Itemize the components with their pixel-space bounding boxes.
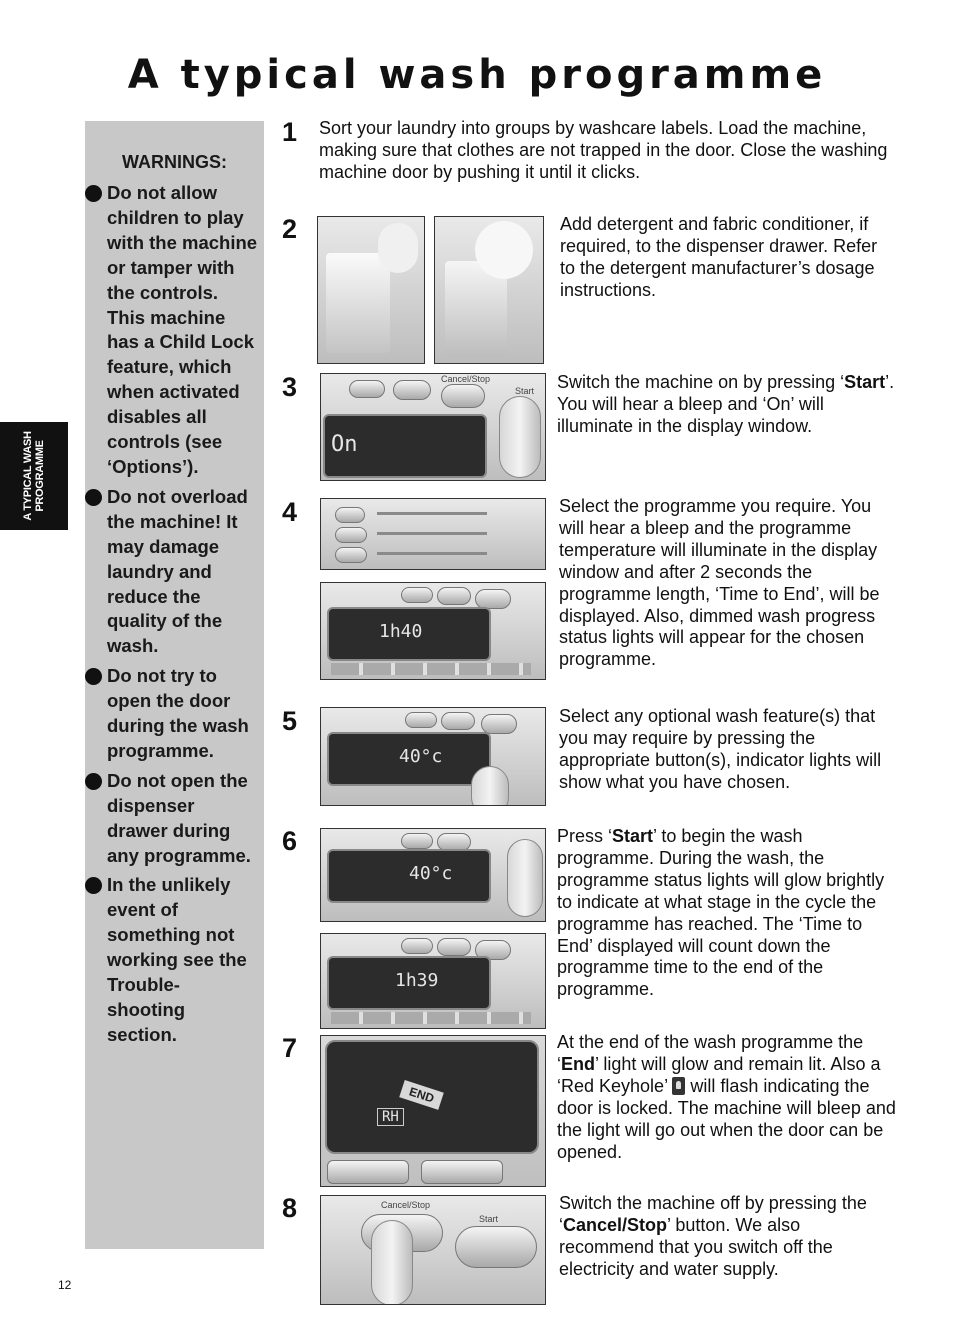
side-tab-label: A TYPICAL WASH PROGRAMME xyxy=(22,431,46,521)
warning-item: In the unlikely event of something not working see the Trouble-shooting section. xyxy=(85,873,264,1047)
warning-item: Do not open the dispenser drawer during any programme. xyxy=(85,769,264,869)
bullet-icon xyxy=(85,668,102,685)
step-5-number: 5 xyxy=(282,706,298,736)
warnings-heading: WARNINGS: xyxy=(122,152,227,172)
step-1-number: 1 xyxy=(282,117,298,147)
step-3-text: Switch the machine on by pressing ‘Start’. You will hear a bleep and ‘On’ will illuminate in the display window. xyxy=(557,372,895,436)
bullet-icon xyxy=(85,489,102,506)
step-8-text: Switch the machine off by pressing the ‘Cancel/Stop’ button. We also recommend that you switch off the electricity and water supply. xyxy=(559,1193,867,1279)
step-4-text: Select the programme you require. You will hear a bleep and the programme temperature will illuminate in the display window and after 2 seconds the programme length, ‘Time to End’, will be displayed. Also, dimmed wash progress status lights will appear for the chosen programme. xyxy=(559,496,880,670)
step-6-photo-start-press: 40°c xyxy=(320,828,546,922)
step-4-photo-programme-dial xyxy=(320,498,546,570)
step-2-number: 2 xyxy=(282,214,298,244)
warning-item: Do not allow children to play with the machine or tamper with the controls. This machine has a Child Lock feature, which when activated disables all controls (see ‘Options’). xyxy=(85,181,264,480)
step-7-photo-end-light: RH END xyxy=(320,1035,546,1187)
warning-item: Do not overload the machine! It may damage laundry and reduce the quality of the wash. xyxy=(85,485,264,659)
bullet-icon xyxy=(85,773,102,790)
step-8-number: 8 xyxy=(282,1193,298,1223)
step-6-number: 6 xyxy=(282,826,298,856)
step-5-photo-option-buttons: 40°c xyxy=(320,707,546,806)
warnings-list xyxy=(85,181,264,1053)
step-2-photo-drawer-open xyxy=(434,216,544,364)
warnings-box xyxy=(85,121,264,1249)
red-keyhole-icon xyxy=(672,1077,685,1095)
page-title: A typical wash programme xyxy=(127,52,827,98)
step-3-number: 3 xyxy=(282,372,298,402)
step-3-photo-control-panel: Cancel/Stop Start On xyxy=(320,373,546,481)
step-2-text: Add detergent and fabric conditioner, if required, to the dispenser drawer. Refer to the detergent manufacturer’s dosage instructions. xyxy=(560,214,878,300)
step-7-text: At the end of the wash programme the ‘End’ light will glow and remain lit. Also a ‘Red Keyhole’ will flash indicating the door is locked. The machine will bleep and the light will go out when the door can be opened. xyxy=(557,1032,896,1162)
step-6-photo-countdown-display: 1h39 xyxy=(320,933,546,1029)
bullet-icon xyxy=(85,185,102,202)
step-2-photo-drawer-closed xyxy=(317,216,425,364)
step-4-number: 4 xyxy=(282,497,298,527)
section-side-tab xyxy=(0,422,68,530)
warning-item: Do not try to open the door during the wash programme. xyxy=(85,664,264,764)
bullet-icon xyxy=(85,877,102,894)
page-number: 12 xyxy=(58,1278,72,1292)
step-7-number: 7 xyxy=(282,1033,298,1063)
step-4-photo-display: 1h40 xyxy=(320,582,546,680)
step-1-text: Sort your laundry into groups by washcare labels. Load the machine, making sure that clothes are not trapped in the door. Close the washing machine door by pushing it until it clicks. xyxy=(319,118,888,182)
step-6-text: Press ‘Start’ to begin the wash programme. During the wash, the programme status lights will glow brightly to indicate at what stage in the cycle the programme has reached. The ‘Time to End’ displayed will count down the programme time to the end of the programme. xyxy=(557,826,885,1000)
step-5-text: Select any optional wash feature(s) that you may require by pressing the appropriate button(s), indicator lights will show what you have chosen. xyxy=(559,706,882,792)
step-8-photo-cancel-stop: Cancel/Stop Start xyxy=(320,1195,546,1305)
